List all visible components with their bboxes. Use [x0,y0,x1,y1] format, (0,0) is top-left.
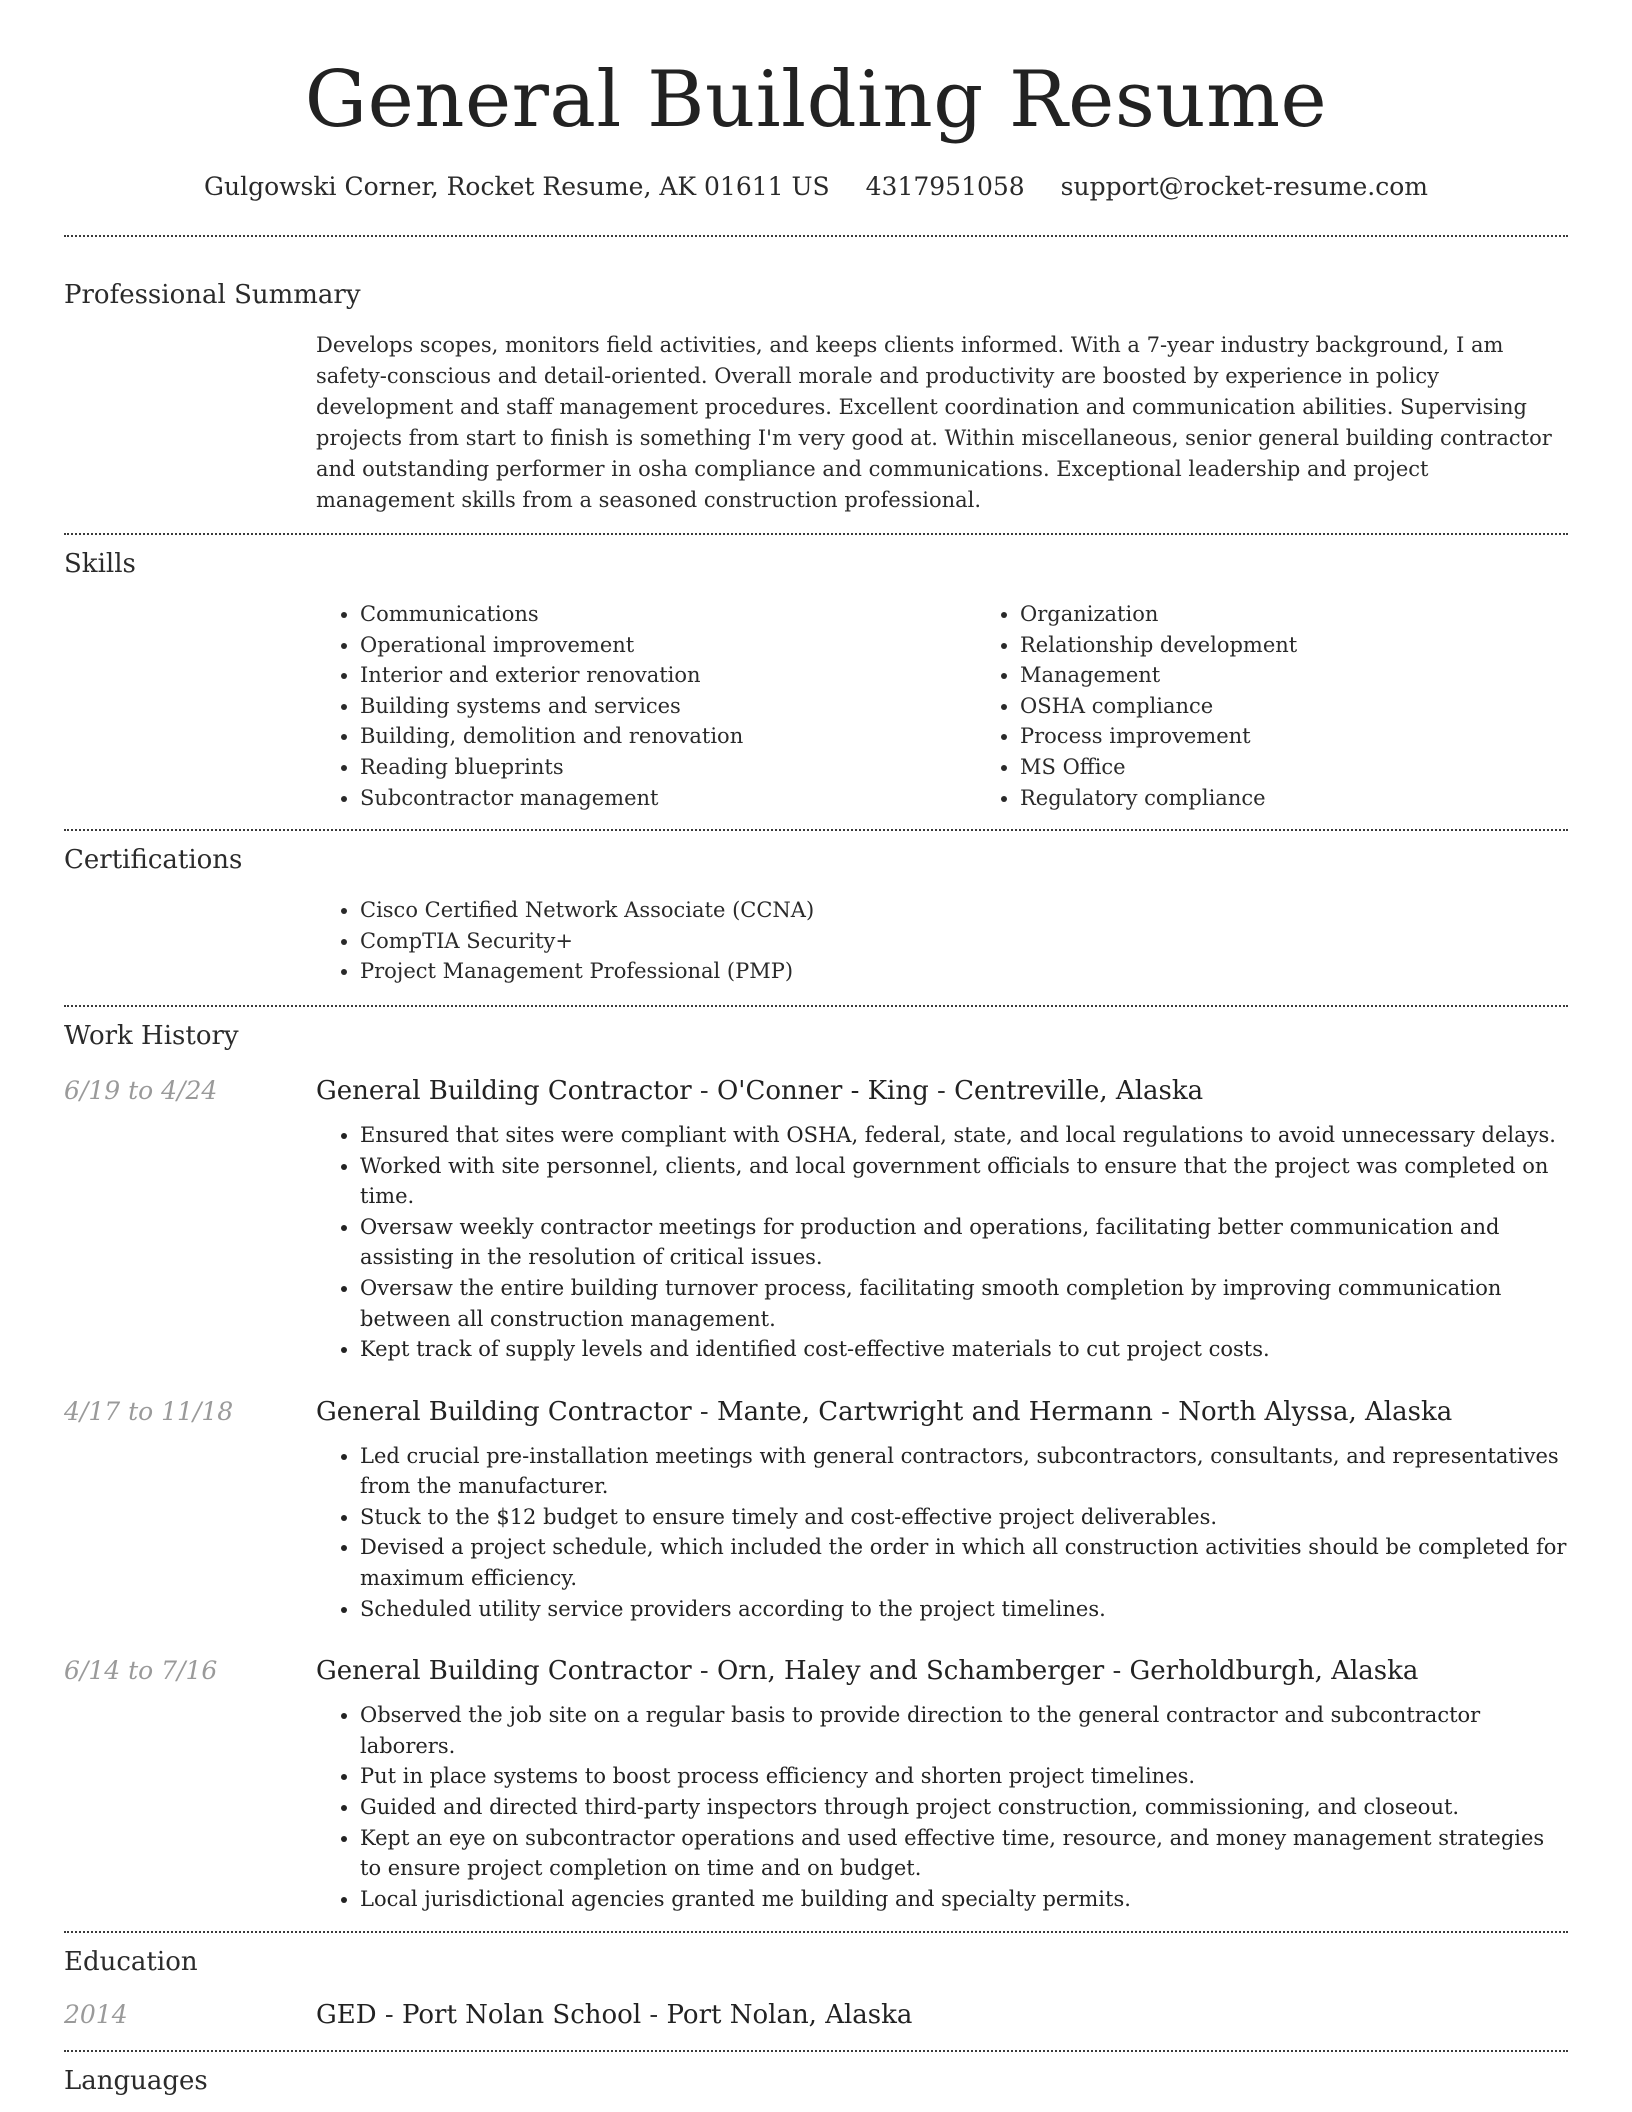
job-heading: General Building Contractor - Orn, Haley and Schamberger - Gerholdburgh, Alaska [316,1656,1419,1687]
certifications-body [316,895,1568,987]
job-company: Orn, Haley and Schamberger [716,1656,1105,1687]
summary-section [64,277,1568,516]
contact-email: support@rocket-resume.com [1060,172,1428,201]
education-entry [64,1998,1568,2032]
certifications-section [64,842,1568,987]
job-bullet: • Led crucial pre-installation meetings with general contractors, subcontractors, consultants, and representatives from the manufacturer. [360,1441,1568,1502]
section-divider [64,1005,1568,1007]
job-bullet: • Ensured that sites were compliant with OSHA, federal, state, and local regulations to avoid unnecessary delays. [360,1120,1568,1151]
job-entry [64,1395,1568,1625]
skill-item: • Reading blueprints [360,752,976,783]
job-bullet: • Oversaw weekly contractor meetings for production and operations, facilitating better communication and assisting in the resolution of critical issues. [360,1212,1568,1273]
job-entry [64,1074,1568,1365]
skill-item: • Management [1020,660,1632,691]
job-dates: 4/17 to 11/18 [64,1396,234,1426]
education-heading-line: GED - Port Nolan School - Port Nolan, Alaska [316,2000,913,2031]
job-bullet: • Oversaw the entire building turnover process, facilitating smooth completion by improving communication between all construction management. [360,1273,1568,1334]
job-bullet: • Worked with site personnel, clients, and local government officials to ensure that the project was completed on time. [360,1151,1568,1212]
job-bullets [316,1120,1568,1365]
skills-heading: Skills [64,549,136,579]
job-bullet-list [316,1120,1568,1365]
section-divider [64,533,1568,535]
certification-item: • CompTIA Security+ [360,926,1568,957]
section-divider [64,2050,1568,2052]
job-bullet: • Scheduled utility service providers according to the project timelines. [360,1594,1568,1625]
skill-item: • Regulatory compliance [1020,783,1632,814]
skill-item: • OSHA compliance [1020,691,1632,722]
contact-address: Gulgowski Corner, Rocket Resume, AK 01611 US [204,172,830,201]
job-header [64,1654,1568,1688]
summary-body [316,330,1568,516]
education-degree: GED [316,2000,377,2031]
skills-section [64,546,1568,813]
work-history-heading: Work History [64,1020,239,1051]
job-bullet: • Local jurisdictional agencies granted me building and specialty permits. [360,1884,1568,1915]
section-divider [64,829,1568,831]
skills-right-column [976,599,1632,813]
job-bullet-list [316,1700,1568,1914]
job-bullet: • Kept an eye on subcontractor operations and used effective time, resource, and money management strategies to ensure project completion on time and on budget. [360,1823,1568,1884]
languages-heading: Languages [64,2066,208,2097]
job-bullet-list [316,1441,1568,1625]
skill-item: • Organization [1020,599,1632,630]
education-school: Port Nolan School [401,2000,642,2031]
skill-item: • Process improvement [1020,721,1632,752]
job-bullet: • Observed the job site on a regular basis to provide direction to the general contractor and subcontractor laborers. [360,1700,1568,1761]
summary-text: Develops scopes, monitors field activities, and keeps clients informed. With a 7-year industry background, I am safety-conscious and detail-oriented. Overall morale and productivity are boosted by experience in policy development and staff management procedures. Excellent coordination and communication abilities. Supervising projects from start to finish is something I'm very good at. Within miscellaneous, senior general building contractor and outstanding performer in osha compliance and communications. Exceptional leadership and project management skills from a seasoned construction professional. [316,333,1552,512]
job-location: Gerholdburgh, Alaska [1129,1656,1419,1687]
skill-item: • Building systems and services [360,691,976,722]
contact-line [64,170,1568,204]
section-divider [64,235,1568,237]
skills-list [316,599,1568,813]
job-entry [64,1654,1568,1914]
job-bullet: • Put in place systems to boost process efficiency and shorten project timelines. [360,1761,1568,1792]
languages-section [64,2063,1568,2099]
section-divider [64,1931,1568,1933]
job-title: General Building Contractor [316,1075,692,1106]
job-title: General Building Contractor [316,1656,692,1687]
job-location: North Alyssa, Alaska [1178,1396,1453,1427]
education-section [64,1944,1568,2032]
job-dates: 6/19 to 4/24 [64,1075,218,1105]
education-location: Port Nolan, Alaska [666,2000,913,2031]
job-bullet: • Stuck to the $12 budget to ensure timely and cost-effective project deliverables. [360,1502,1568,1533]
resume-title: General Building Resume [304,55,1328,145]
job-heading: General Building Contractor - O'Conner - King - Centreville, Alaska [316,1075,1204,1106]
job-bullets [316,1700,1568,1914]
certifications-list [316,895,1568,987]
skill-item: • MS Office [1020,752,1632,783]
skill-item: • Interior and exterior renovation [360,660,976,691]
job-dates: 6/14 to 7/16 [64,1656,218,1686]
job-bullets [316,1441,1568,1625]
skill-item: • Subcontractor management [360,783,976,814]
skill-item: • Communications [360,599,976,630]
skill-item: • Building, demolition and renovation [360,721,976,752]
job-company: Mante, Cartwright and Hermann [716,1396,1153,1427]
skill-item: • Relationship development [1020,630,1632,661]
job-bullet: • Devised a project schedule, which included the order in which all construction activities should be completed for maximum efficiency. [360,1532,1568,1593]
job-title: General Building Contractor [316,1396,692,1427]
certifications-heading: Certifications [64,845,243,876]
contact-phone: 4317951058 [865,172,1025,201]
job-heading: General Building Contractor - Mante, Cartwright and Hermann - North Alyssa, Alaska [316,1396,1453,1427]
job-bullet: • Kept track of supply levels and identified cost-effective materials to cut project costs. [360,1334,1568,1365]
education-heading: Education [64,1947,198,1978]
skill-item: • Operational improvement [360,630,976,661]
work-history-section [64,1018,1568,1914]
certification-item: • Project Management Professional (PMP) [360,956,1568,987]
job-header [64,1395,1568,1429]
job-header [64,1074,1568,1108]
job-location: Centreville, Alaska [954,1075,1204,1106]
education-year: 2014 [64,2000,128,2030]
certification-item: • Cisco Certified Network Associate (CCNA) [360,895,1568,926]
job-company: O'Conner - King [716,1075,929,1106]
job-bullet: • Guided and directed third-party inspectors through project construction, commissioning, and closeout. [360,1792,1568,1823]
skills-left-column [316,599,976,813]
summary-heading: Professional Summary [64,280,361,310]
